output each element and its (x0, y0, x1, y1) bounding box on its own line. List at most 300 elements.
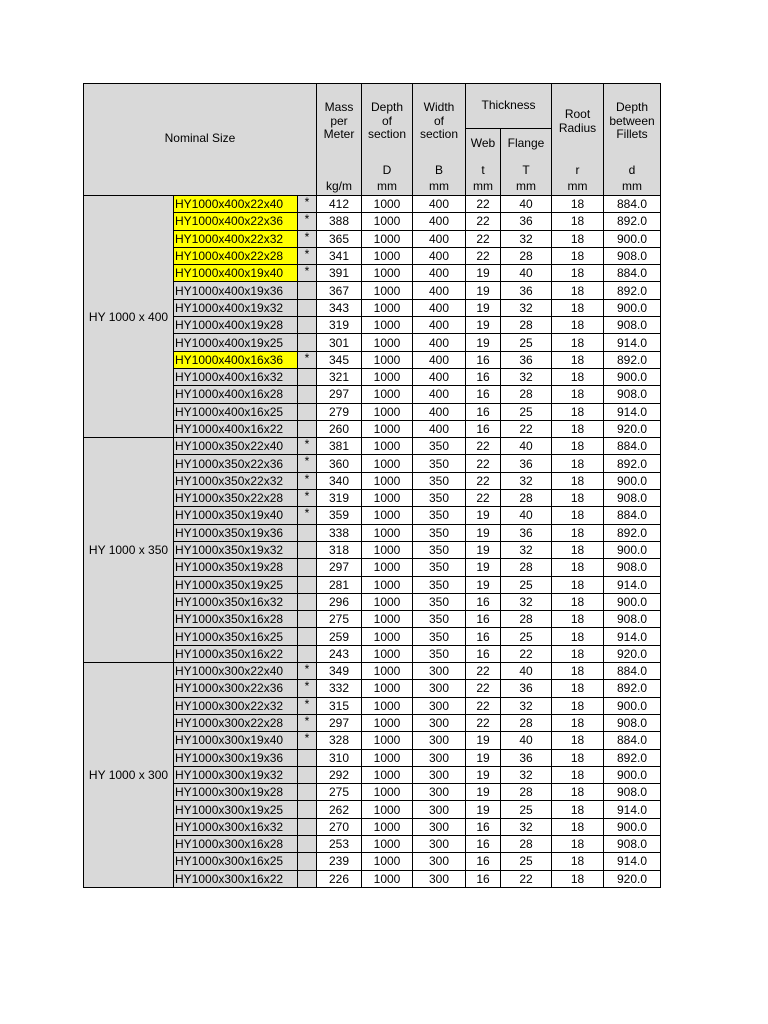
root-radius-cell: 18 (552, 490, 604, 507)
mass-cell: 318 (317, 541, 362, 558)
root-radius-cell: 18 (552, 593, 604, 610)
web-cell: 19 (466, 541, 501, 558)
fillet-depth-cell: 908.0 (604, 559, 661, 576)
mass-cell: 292 (317, 766, 362, 783)
web-cell: 19 (466, 334, 501, 351)
mass-cell: 359 (317, 507, 362, 524)
root-radius-cell: 18 (552, 368, 604, 385)
mass-cell: 275 (317, 784, 362, 801)
flange-cell: 28 (501, 835, 552, 852)
flange-cell: 28 (501, 490, 552, 507)
availability-mark: * (298, 351, 317, 368)
mass-cell: 279 (317, 403, 362, 420)
group-label: HY 1000 x 400 (84, 196, 174, 438)
root-radius-cell: 18 (552, 732, 604, 749)
web-cell: 16 (466, 818, 501, 835)
depth-cell: 1000 (362, 368, 413, 385)
section-name-cell: HY1000x400x22x28 (174, 247, 298, 264)
availability-mark: * (298, 230, 317, 247)
section-name-cell: HY1000x300x22x36 (174, 680, 298, 697)
width-cell: 400 (413, 230, 466, 247)
flange-cell: 32 (501, 766, 552, 783)
section-name-cell: HY1000x350x19x32 (174, 541, 298, 558)
web-cell: 16 (466, 403, 501, 420)
web-cell: 19 (466, 801, 501, 818)
mass-cell: 338 (317, 524, 362, 541)
header-fillets-line-1: Depth (615, 100, 649, 114)
web-cell: 22 (466, 247, 501, 264)
depth-cell: 1000 (362, 230, 413, 247)
root-radius-cell: 18 (552, 247, 604, 264)
mass-cell: 259 (317, 628, 362, 645)
width-cell: 400 (413, 196, 466, 213)
availability-mark: * (298, 213, 317, 230)
root-radius-cell: 18 (552, 714, 604, 731)
depth-cell: 1000 (362, 282, 413, 299)
availability-mark (298, 784, 317, 801)
availability-mark (298, 818, 317, 835)
header-width-line-2: of (433, 113, 444, 128)
header-web-symbol: t (481, 163, 485, 177)
flange-cell: 28 (501, 317, 552, 334)
section-name-cell: HY1000x300x16x22 (174, 870, 298, 887)
web-cell: 19 (466, 299, 501, 316)
depth-cell: 1000 (362, 835, 413, 852)
section-name-cell: HY1000x350x16x28 (174, 611, 298, 628)
mass-cell: 297 (317, 714, 362, 731)
fillet-depth-cell: 892.0 (604, 213, 661, 230)
width-cell: 400 (413, 265, 466, 282)
availability-mark (298, 524, 317, 541)
availability-mark (298, 282, 317, 299)
section-name-cell: HY1000x350x19x36 (174, 524, 298, 541)
availability-mark (298, 403, 317, 420)
section-name-cell: HY1000x400x19x28 (174, 317, 298, 334)
fillet-depth-cell: 920.0 (604, 870, 661, 887)
root-radius-cell: 18 (552, 351, 604, 368)
web-cell: 22 (466, 697, 501, 714)
section-name-cell: HY1000x300x22x40 (174, 663, 298, 680)
section-name-cell: HY1000x400x19x32 (174, 299, 298, 316)
mass-cell: 315 (317, 697, 362, 714)
flange-cell: 32 (501, 299, 552, 316)
availability-mark: * (298, 697, 317, 714)
fillet-depth-cell: 900.0 (604, 593, 661, 610)
fillet-depth-cell: 908.0 (604, 490, 661, 507)
availability-mark: * (298, 265, 317, 282)
fillet-depth-cell: 908.0 (604, 247, 661, 264)
availability-mark: * (298, 680, 317, 697)
flange-cell: 25 (501, 334, 552, 351)
mass-cell: 343 (317, 299, 362, 316)
mass-cell: 270 (317, 818, 362, 835)
mass-cell: 239 (317, 853, 362, 870)
depth-cell: 1000 (362, 611, 413, 628)
header-fillets-symbol: d (628, 163, 636, 177)
flange-cell: 40 (501, 265, 552, 282)
availability-mark (298, 853, 317, 870)
header-mass-line-2: per (330, 113, 348, 128)
header-depth-line-3: section (367, 127, 407, 141)
web-cell: 22 (466, 472, 501, 489)
root-radius-cell: 18 (552, 749, 604, 766)
root-radius-cell: 18 (552, 507, 604, 524)
web-cell: 19 (466, 317, 501, 334)
root-radius-cell: 18 (552, 611, 604, 628)
table-row (84, 196, 661, 213)
header-mass-per-meter (317, 84, 362, 196)
width-cell: 350 (413, 524, 466, 541)
web-cell: 19 (466, 576, 501, 593)
depth-cell: 1000 (362, 403, 413, 420)
depth-cell: 1000 (362, 645, 413, 662)
depth-cell: 1000 (362, 801, 413, 818)
root-radius-cell: 18 (552, 438, 604, 455)
section-name-cell: HY1000x350x22x40 (174, 438, 298, 455)
mass-cell: 226 (317, 870, 362, 887)
section-name-cell: HY1000x400x16x32 (174, 368, 298, 385)
depth-cell: 1000 (362, 265, 413, 282)
mass-cell: 349 (317, 663, 362, 680)
flange-cell: 36 (501, 213, 552, 230)
fillet-depth-cell: 914.0 (604, 853, 661, 870)
section-name-cell: HY1000x400x16x36 (174, 351, 298, 368)
section-name-cell: HY1000x350x19x25 (174, 576, 298, 593)
section-name-cell: HY1000x300x16x32 (174, 818, 298, 835)
flange-cell: 32 (501, 697, 552, 714)
flange-cell: 25 (501, 801, 552, 818)
width-cell: 300 (413, 835, 466, 852)
flange-cell: 32 (501, 818, 552, 835)
fillet-depth-cell: 900.0 (604, 230, 661, 247)
depth-cell: 1000 (362, 213, 413, 230)
width-cell: 300 (413, 697, 466, 714)
availability-mark (298, 317, 317, 334)
width-cell: 300 (413, 784, 466, 801)
width-cell: 350 (413, 559, 466, 576)
root-radius-cell: 18 (552, 472, 604, 489)
width-cell: 400 (413, 247, 466, 264)
web-cell: 19 (466, 732, 501, 749)
depth-cell: 1000 (362, 420, 413, 437)
availability-mark (298, 576, 317, 593)
header-depth-between-fillets (604, 84, 661, 196)
flange-cell: 28 (501, 784, 552, 801)
availability-mark: * (298, 663, 317, 680)
depth-cell: 1000 (362, 490, 413, 507)
section-name-cell: HY1000x300x19x32 (174, 766, 298, 783)
fillet-depth-cell: 914.0 (604, 576, 661, 593)
root-radius-cell: 18 (552, 334, 604, 351)
section-name-cell: HY1000x400x16x22 (174, 420, 298, 437)
section-name-cell: HY1000x400x19x36 (174, 282, 298, 299)
section-name-cell: HY1000x400x19x25 (174, 334, 298, 351)
root-radius-cell: 18 (552, 853, 604, 870)
width-cell: 300 (413, 732, 466, 749)
availability-mark: * (298, 247, 317, 264)
mass-cell: 275 (317, 611, 362, 628)
table-row (84, 438, 661, 455)
flange-cell: 40 (501, 438, 552, 455)
header-root-line-1: Root (564, 107, 591, 121)
availability-mark (298, 593, 317, 610)
section-name-cell: HY1000x300x19x28 (174, 784, 298, 801)
availability-mark: * (298, 196, 317, 213)
group-label: HY 1000 x 300 (84, 663, 174, 888)
fillet-depth-cell: 908.0 (604, 835, 661, 852)
width-cell: 300 (413, 801, 466, 818)
flange-cell: 36 (501, 455, 552, 472)
fillet-depth-cell: 920.0 (604, 420, 661, 437)
availability-mark (298, 386, 317, 403)
section-name-cell: HY1000x350x19x40 (174, 507, 298, 524)
depth-cell: 1000 (362, 697, 413, 714)
width-cell: 350 (413, 455, 466, 472)
mass-cell: 381 (317, 438, 362, 455)
web-cell: 16 (466, 835, 501, 852)
depth-cell: 1000 (362, 818, 413, 835)
fillet-depth-cell: 908.0 (604, 714, 661, 731)
fillet-depth-cell: 900.0 (604, 368, 661, 385)
mass-cell: 301 (317, 334, 362, 351)
availability-mark: * (298, 472, 317, 489)
section-name-cell: HY1000x300x19x25 (174, 801, 298, 818)
table-body (84, 196, 661, 888)
mass-cell: 321 (317, 368, 362, 385)
section-name-cell: HY1000x350x22x32 (174, 472, 298, 489)
width-cell: 350 (413, 472, 466, 489)
web-cell: 19 (466, 559, 501, 576)
fillet-depth-cell: 908.0 (604, 784, 661, 801)
flange-cell: 22 (501, 645, 552, 662)
section-name-cell: HY1000x300x22x32 (174, 697, 298, 714)
mass-cell: 310 (317, 749, 362, 766)
fillet-depth-cell: 892.0 (604, 524, 661, 541)
root-radius-cell: 18 (552, 524, 604, 541)
section-name-cell: HY1000x350x16x25 (174, 628, 298, 645)
header-fillets-line-2: between (609, 113, 655, 128)
width-cell: 350 (413, 490, 466, 507)
fillet-depth-cell: 892.0 (604, 749, 661, 766)
availability-mark (298, 541, 317, 558)
web-cell: 19 (466, 784, 501, 801)
web-cell: 16 (466, 611, 501, 628)
root-radius-cell: 18 (552, 697, 604, 714)
header-root-symbol: r (575, 163, 580, 177)
depth-cell: 1000 (362, 299, 413, 316)
section-name-cell: HY1000x300x16x25 (174, 853, 298, 870)
width-cell: 400 (413, 420, 466, 437)
availability-mark (298, 766, 317, 783)
availability-mark (298, 420, 317, 437)
depth-cell: 1000 (362, 749, 413, 766)
fillet-depth-cell: 908.0 (604, 386, 661, 403)
flange-cell: 22 (501, 870, 552, 887)
root-radius-cell: 18 (552, 541, 604, 558)
mass-cell: 243 (317, 645, 362, 662)
width-cell: 350 (413, 593, 466, 610)
root-radius-cell: 18 (552, 818, 604, 835)
header-mass-line-1: Mass (324, 100, 354, 114)
mass-cell: 253 (317, 835, 362, 852)
fillet-depth-cell: 884.0 (604, 507, 661, 524)
flange-cell: 36 (501, 282, 552, 299)
flange-cell: 40 (501, 663, 552, 680)
fillet-depth-cell: 900.0 (604, 541, 661, 558)
mass-cell: 341 (317, 247, 362, 264)
width-cell: 350 (413, 438, 466, 455)
web-cell: 22 (466, 230, 501, 247)
fillet-depth-cell: 884.0 (604, 265, 661, 282)
web-cell: 19 (466, 524, 501, 541)
mass-cell: 328 (317, 732, 362, 749)
availability-mark (298, 749, 317, 766)
flange-cell: 32 (501, 230, 552, 247)
fillet-depth-cell: 908.0 (604, 611, 661, 628)
fillet-depth-cell: 914.0 (604, 801, 661, 818)
section-name-cell: HY1000x400x22x40 (174, 196, 298, 213)
root-radius-cell: 18 (552, 663, 604, 680)
flange-cell: 32 (501, 368, 552, 385)
root-radius-cell: 18 (552, 645, 604, 662)
depth-cell: 1000 (362, 438, 413, 455)
depth-cell: 1000 (362, 714, 413, 731)
mass-cell: 319 (317, 490, 362, 507)
fillet-depth-cell: 884.0 (604, 732, 661, 749)
flange-cell: 40 (501, 507, 552, 524)
web-cell: 19 (466, 265, 501, 282)
availability-mark (298, 299, 317, 316)
web-cell: 19 (466, 282, 501, 299)
width-cell: 300 (413, 680, 466, 697)
root-radius-cell: 18 (552, 282, 604, 299)
flange-cell: 28 (501, 611, 552, 628)
root-radius-cell: 18 (552, 680, 604, 697)
header-depth-symbol: D (382, 163, 392, 177)
fillet-depth-cell: 884.0 (604, 196, 661, 213)
availability-mark (298, 334, 317, 351)
depth-cell: 1000 (362, 766, 413, 783)
mass-cell: 296 (317, 593, 362, 610)
web-cell: 16 (466, 420, 501, 437)
width-cell: 300 (413, 853, 466, 870)
group-label: HY 1000 x 350 (84, 438, 174, 663)
header-root-line-2: Radius (558, 120, 597, 135)
header-flange-symbol: T (522, 163, 530, 177)
availability-mark: * (298, 455, 317, 472)
mass-cell: 367 (317, 282, 362, 299)
root-radius-cell: 18 (552, 403, 604, 420)
mass-cell: 332 (317, 680, 362, 697)
width-cell: 300 (413, 749, 466, 766)
depth-cell: 1000 (362, 663, 413, 680)
width-cell: 350 (413, 628, 466, 645)
root-radius-cell: 18 (552, 559, 604, 576)
width-cell: 400 (413, 317, 466, 334)
depth-cell: 1000 (362, 455, 413, 472)
header-depth-line-2: of (381, 113, 392, 128)
mass-cell: 281 (317, 576, 362, 593)
depth-cell: 1000 (362, 784, 413, 801)
fillet-depth-cell: 900.0 (604, 766, 661, 783)
root-radius-cell: 18 (552, 801, 604, 818)
section-name-cell: HY1000x300x22x28 (174, 714, 298, 731)
web-cell: 22 (466, 455, 501, 472)
depth-cell: 1000 (362, 386, 413, 403)
mass-cell: 360 (317, 455, 362, 472)
root-radius-cell: 18 (552, 265, 604, 282)
mass-cell: 297 (317, 386, 362, 403)
width-cell: 350 (413, 576, 466, 593)
section-name-cell: HY1000x350x19x28 (174, 559, 298, 576)
width-cell: 400 (413, 368, 466, 385)
availability-mark: * (298, 714, 317, 731)
width-cell: 350 (413, 541, 466, 558)
header-flange-unit: mm (516, 179, 536, 193)
root-radius-cell: 18 (552, 317, 604, 334)
section-name-cell: HY1000x400x16x25 (174, 403, 298, 420)
fillet-depth-cell: 908.0 (604, 317, 661, 334)
root-radius-cell: 18 (552, 299, 604, 316)
flange-cell: 28 (501, 714, 552, 731)
depth-cell: 1000 (362, 628, 413, 645)
header-depth-of-section (362, 84, 413, 196)
width-cell: 400 (413, 213, 466, 230)
section-name-cell: HY1000x400x22x32 (174, 230, 298, 247)
root-radius-cell: 18 (552, 386, 604, 403)
width-cell: 300 (413, 766, 466, 783)
depth-cell: 1000 (362, 317, 413, 334)
availability-mark: * (298, 438, 317, 455)
availability-mark: * (298, 490, 317, 507)
fillet-depth-cell: 884.0 (604, 663, 661, 680)
depth-cell: 1000 (362, 870, 413, 887)
depth-cell: 1000 (362, 507, 413, 524)
root-radius-cell: 18 (552, 455, 604, 472)
width-cell: 300 (413, 663, 466, 680)
width-cell: 300 (413, 714, 466, 731)
availability-mark (298, 835, 317, 852)
flange-cell: 28 (501, 386, 552, 403)
fillet-depth-cell: 900.0 (604, 472, 661, 489)
header-web-unit: mm (473, 179, 493, 193)
flange-cell: 40 (501, 196, 552, 213)
web-cell: 22 (466, 196, 501, 213)
mass-cell: 345 (317, 351, 362, 368)
header-fillets-line-3: Fillets (616, 127, 648, 141)
width-cell: 400 (413, 351, 466, 368)
header-thickness: Thickness (466, 84, 552, 129)
header-mass-line-3: Meter (323, 127, 355, 141)
depth-cell: 1000 (362, 853, 413, 870)
header-width-symbol: B (434, 163, 443, 177)
mass-cell: 319 (317, 317, 362, 334)
availability-mark: * (298, 732, 317, 749)
web-cell: 16 (466, 351, 501, 368)
section-properties-table (83, 83, 661, 888)
depth-cell: 1000 (362, 680, 413, 697)
header-width-of-section (413, 84, 466, 196)
web-cell: 22 (466, 663, 501, 680)
depth-cell: 1000 (362, 247, 413, 264)
mass-cell: 340 (317, 472, 362, 489)
fillet-depth-cell: 900.0 (604, 697, 661, 714)
root-radius-cell: 18 (552, 628, 604, 645)
root-radius-cell: 18 (552, 420, 604, 437)
root-radius-cell: 18 (552, 870, 604, 887)
header-fillets-unit: mm (622, 179, 642, 193)
width-cell: 350 (413, 645, 466, 662)
